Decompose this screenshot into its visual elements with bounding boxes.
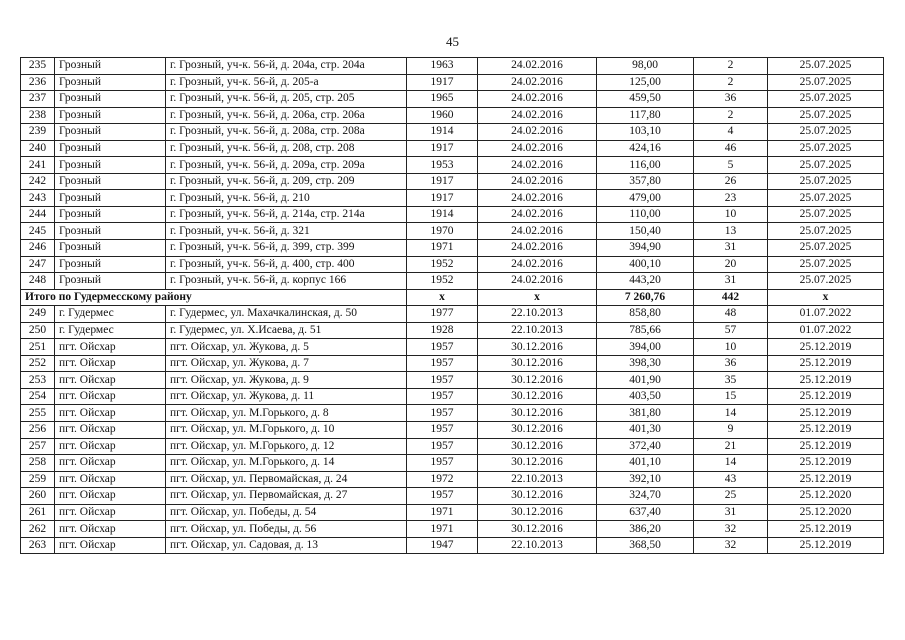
cell-residents: 31 [694,240,768,257]
cell-residents: 57 [694,322,768,339]
cell-settlement: Грозный [55,173,166,190]
cell-due-date: 25.07.2025 [768,256,884,273]
cell-address: г. Грозный, уч-к. 56-й, д. 321 [166,223,407,240]
table-row [21,388,884,405]
cell-build-year: 1957 [407,339,478,356]
cell-date: 24.02.2016 [478,206,597,223]
cell-due-date: 25.12.2019 [768,455,884,472]
cell-residents: 36 [694,355,768,372]
cell-build-year: 1960 [407,107,478,124]
cell-settlement: пгт. Ойсхар [55,438,166,455]
cell-build-year: 1972 [407,471,478,488]
cell-due-date: 25.12.2019 [768,521,884,538]
cell-row-number: 239 [21,124,55,141]
cell-due-date: 25.12.2020 [768,504,884,521]
cell-settlement: Грозный [55,240,166,257]
cell-build-year: 1917 [407,190,478,207]
cell-due-date: 25.12.2019 [768,471,884,488]
cell-build-year: 1965 [407,91,478,108]
cell-build-year: 1952 [407,273,478,290]
cell-row-number: 245 [21,223,55,240]
cell-area: 398,30 [597,355,694,372]
cell-date: 30.12.2016 [478,372,597,389]
cell-due-date: 01.07.2022 [768,306,884,323]
cell-date: 24.02.2016 [478,190,597,207]
cell-residents: 48 [694,306,768,323]
table-row [21,488,884,505]
cell-due-date: 25.07.2025 [768,157,884,174]
housing-table [20,57,884,554]
cell-build-year: 1917 [407,74,478,91]
cell-row-number: 246 [21,240,55,257]
cell-settlement: Грозный [55,124,166,141]
total-label: Итого по Гудермесскому району [21,289,407,306]
cell-residents: 43 [694,471,768,488]
cell-build-year: 1957 [407,372,478,389]
cell-row-number: 240 [21,140,55,157]
table-body-total [21,289,884,306]
cell-area: 401,10 [597,455,694,472]
cell-row-number: 255 [21,405,55,422]
cell-address: пгт. Ойсхар, ул. Первомайская, д. 24 [166,471,407,488]
table-body-top [21,58,884,290]
cell-residents: 10 [694,206,768,223]
cell-settlement: пгт. Ойсхар [55,388,166,405]
cell-due-date: 25.12.2019 [768,422,884,439]
cell-residents: 15 [694,388,768,405]
cell-date: 24.02.2016 [478,256,597,273]
cell-date: 30.12.2016 [478,339,597,356]
table-row [21,322,884,339]
cell-build-year: 1952 [407,256,478,273]
cell-settlement: Грозный [55,74,166,91]
cell-residents: 23 [694,190,768,207]
cell-due-date: 25.07.2025 [768,223,884,240]
table-row [21,273,884,290]
cell-residents: 25 [694,488,768,505]
cell-date: 24.02.2016 [478,157,597,174]
total-date: х [478,289,597,306]
cell-due-date: 01.07.2022 [768,322,884,339]
table-row [21,240,884,257]
cell-address: пгт. Ойсхар, ул. Победы, д. 54 [166,504,407,521]
cell-address: пгт. Ойсхар, ул. М.Горького, д. 14 [166,455,407,472]
table-row [21,173,884,190]
cell-row-number: 254 [21,388,55,405]
cell-date: 24.02.2016 [478,173,597,190]
cell-address: г. Грозный, уч-к. 56-й, д. 208а, стр. 208а [166,124,407,141]
cell-build-year: 1928 [407,322,478,339]
cell-row-number: 256 [21,422,55,439]
table-row [21,223,884,240]
cell-area: 392,10 [597,471,694,488]
cell-address: г. Гудермес, ул. Х.Исаева, д. 51 [166,322,407,339]
cell-row-number: 258 [21,455,55,472]
cell-row-number: 253 [21,372,55,389]
table-row [21,190,884,207]
cell-residents: 46 [694,140,768,157]
cell-due-date: 25.07.2025 [768,273,884,290]
cell-row-number: 244 [21,206,55,223]
table-row [21,91,884,108]
cell-settlement: пгт. Ойсхар [55,488,166,505]
cell-address: пгт. Ойсхар, ул. Жукова, д. 5 [166,339,407,356]
cell-date: 24.02.2016 [478,58,597,75]
cell-settlement: пгт. Ойсхар [55,471,166,488]
cell-row-number: 242 [21,173,55,190]
cell-date: 22.10.2013 [478,537,597,554]
cell-residents: 5 [694,157,768,174]
cell-address: пгт. Ойсхар, ул. Первомайская, д. 27 [166,488,407,505]
cell-build-year: 1947 [407,537,478,554]
cell-date: 30.12.2016 [478,455,597,472]
cell-build-year: 1957 [407,488,478,505]
cell-build-year: 1953 [407,157,478,174]
cell-settlement: Грозный [55,157,166,174]
cell-address: пгт. Ойсхар, ул. Садовая, д. 13 [166,537,407,554]
cell-build-year: 1957 [407,422,478,439]
cell-area: 459,50 [597,91,694,108]
total-due: х [768,289,884,306]
cell-address: пгт. Ойсхар, ул. М.Горького, д. 10 [166,422,407,439]
cell-row-number: 241 [21,157,55,174]
table-body-bottom [21,306,884,554]
cell-build-year: 1971 [407,504,478,521]
cell-address: пгт. Ойсхар, ул. Жукова, д. 7 [166,355,407,372]
cell-residents: 14 [694,455,768,472]
cell-date: 30.12.2016 [478,422,597,439]
cell-row-number: 262 [21,521,55,538]
table-row [21,504,884,521]
cell-address: г. Грозный, уч-к. 56-й, д. 214а, стр. 214а [166,206,407,223]
cell-due-date: 25.12.2019 [768,355,884,372]
cell-due-date: 25.12.2019 [768,388,884,405]
cell-settlement: Грозный [55,256,166,273]
cell-residents: 36 [694,91,768,108]
cell-row-number: 248 [21,273,55,290]
cell-settlement: Грозный [55,107,166,124]
cell-address: г. Грозный, уч-к. 56-й, д. 206а, стр. 206а [166,107,407,124]
cell-due-date: 25.12.2020 [768,488,884,505]
cell-settlement: пгт. Ойсхар [55,355,166,372]
cell-due-date: 25.07.2025 [768,91,884,108]
cell-build-year: 1970 [407,223,478,240]
total-year: х [407,289,478,306]
table-row [21,124,884,141]
table-row [21,372,884,389]
cell-row-number: 247 [21,256,55,273]
cell-row-number: 236 [21,74,55,91]
cell-date: 30.12.2016 [478,405,597,422]
cell-date: 22.10.2013 [478,322,597,339]
cell-settlement: пгт. Ойсхар [55,339,166,356]
cell-settlement: г. Гудермес [55,322,166,339]
cell-residents: 9 [694,422,768,439]
cell-date: 24.02.2016 [478,140,597,157]
cell-area: 424,16 [597,140,694,157]
table-row [21,107,884,124]
table-row [21,206,884,223]
cell-date: 30.12.2016 [478,388,597,405]
cell-due-date: 25.07.2025 [768,124,884,141]
cell-due-date: 25.07.2025 [768,190,884,207]
cell-build-year: 1957 [407,405,478,422]
cell-area: 103,10 [597,124,694,141]
cell-date: 30.12.2016 [478,488,597,505]
cell-area: 117,80 [597,107,694,124]
cell-date: 24.02.2016 [478,223,597,240]
cell-residents: 20 [694,256,768,273]
cell-build-year: 1957 [407,438,478,455]
cell-area: 116,00 [597,157,694,174]
cell-address: г. Грозный, уч-к. 56-й, д. 399, стр. 399 [166,240,407,257]
total-count: 442 [694,289,768,306]
cell-area: 401,30 [597,422,694,439]
cell-due-date: 25.07.2025 [768,173,884,190]
cell-date: 24.02.2016 [478,107,597,124]
table-row [21,256,884,273]
cell-address: г. Грозный, уч-к. 56-й, д. корпус 166 [166,273,407,290]
cell-date: 24.02.2016 [478,240,597,257]
cell-residents: 14 [694,405,768,422]
cell-residents: 35 [694,372,768,389]
table-row [21,471,884,488]
cell-residents: 2 [694,58,768,75]
cell-area: 98,00 [597,58,694,75]
cell-address: пгт. Ойсхар, ул. М.Горького, д. 8 [166,405,407,422]
cell-address: г. Грозный, уч-к. 56-й, д. 400, стр. 400 [166,256,407,273]
cell-settlement: г. Гудермес [55,306,166,323]
cell-settlement: пгт. Ойсхар [55,455,166,472]
cell-area: 403,50 [597,388,694,405]
cell-date: 22.10.2013 [478,471,597,488]
cell-due-date: 25.07.2025 [768,240,884,257]
cell-area: 381,80 [597,405,694,422]
cell-address: пгт. Ойсхар, ул. Жукова, д. 11 [166,388,407,405]
cell-build-year: 1914 [407,124,478,141]
cell-row-number: 243 [21,190,55,207]
cell-build-year: 1957 [407,455,478,472]
cell-build-year: 1971 [407,521,478,538]
cell-row-number: 250 [21,322,55,339]
cell-address: г. Грозный, уч-к. 56-й, д. 209, стр. 209 [166,173,407,190]
cell-settlement: пгт. Ойсхар [55,372,166,389]
total-area: 7 260,76 [597,289,694,306]
cell-date: 24.02.2016 [478,74,597,91]
table-row [21,140,884,157]
cell-settlement: пгт. Ойсхар [55,504,166,521]
cell-residents: 2 [694,74,768,91]
cell-due-date: 25.07.2025 [768,58,884,75]
total-row [21,289,884,306]
cell-residents: 4 [694,124,768,141]
cell-row-number: 259 [21,471,55,488]
cell-area: 125,00 [597,74,694,91]
cell-settlement: пгт. Ойсхар [55,521,166,538]
cell-settlement: пгт. Ойсхар [55,405,166,422]
cell-settlement: Грозный [55,206,166,223]
cell-due-date: 25.12.2019 [768,438,884,455]
cell-area: 324,70 [597,488,694,505]
table-row [21,438,884,455]
cell-settlement: Грозный [55,190,166,207]
cell-address: г. Грозный, уч-к. 56-й, д. 205, стр. 205 [166,91,407,108]
cell-area: 858,80 [597,306,694,323]
cell-build-year: 1914 [407,206,478,223]
cell-residents: 2 [694,107,768,124]
cell-address: г. Грозный, уч-к. 56-й, д. 210 [166,190,407,207]
cell-row-number: 238 [21,107,55,124]
cell-settlement: Грозный [55,273,166,290]
cell-due-date: 25.12.2019 [768,537,884,554]
cell-date: 30.12.2016 [478,355,597,372]
cell-area: 785,66 [597,322,694,339]
cell-residents: 26 [694,173,768,190]
table-row [21,339,884,356]
cell-area: 637,40 [597,504,694,521]
table-row [21,537,884,554]
cell-due-date: 25.12.2019 [768,339,884,356]
table-row [21,405,884,422]
cell-due-date: 25.07.2025 [768,74,884,91]
cell-area: 400,10 [597,256,694,273]
cell-area: 368,50 [597,537,694,554]
cell-date: 22.10.2013 [478,306,597,323]
cell-area: 386,20 [597,521,694,538]
cell-build-year: 1963 [407,58,478,75]
cell-settlement: Грозный [55,91,166,108]
cell-address: пгт. Ойсхар, ул. М.Горького, д. 12 [166,438,407,455]
cell-address: г. Грозный, уч-к. 56-й, д. 204а, стр. 204а [166,58,407,75]
page-number: 45 [446,34,459,49]
cell-row-number: 237 [21,91,55,108]
cell-area: 479,00 [597,190,694,207]
cell-build-year: 1957 [407,355,478,372]
table-row [21,306,884,323]
cell-due-date: 25.12.2019 [768,372,884,389]
cell-date: 30.12.2016 [478,521,597,538]
cell-row-number: 261 [21,504,55,521]
cell-address: пгт. Ойсхар, ул. Победы, д. 56 [166,521,407,538]
cell-address: г. Грозный, уч-к. 56-й, д. 208, стр. 208 [166,140,407,157]
cell-area: 401,90 [597,372,694,389]
cell-address: г. Гудермес, ул. Махачкалинская, д. 50 [166,306,407,323]
cell-build-year: 1977 [407,306,478,323]
cell-area: 357,80 [597,173,694,190]
cell-date: 24.02.2016 [478,91,597,108]
cell-date: 30.12.2016 [478,438,597,455]
cell-settlement: Грозный [55,58,166,75]
cell-build-year: 1917 [407,140,478,157]
cell-area: 394,90 [597,240,694,257]
table-row [21,521,884,538]
cell-address: г. Грозный, уч-к. 56-й, д. 209а, стр. 209а [166,157,407,174]
cell-residents: 10 [694,339,768,356]
cell-date: 24.02.2016 [478,273,597,290]
cell-area: 443,20 [597,273,694,290]
cell-due-date: 25.07.2025 [768,206,884,223]
cell-residents: 21 [694,438,768,455]
cell-due-date: 25.07.2025 [768,140,884,157]
cell-row-number: 260 [21,488,55,505]
cell-row-number: 252 [21,355,55,372]
cell-residents: 13 [694,223,768,240]
table-row [21,355,884,372]
cell-row-number: 257 [21,438,55,455]
cell-address: пгт. Ойсхар, ул. Жукова, д. 9 [166,372,407,389]
table-row [21,455,884,472]
cell-residents: 32 [694,537,768,554]
cell-due-date: 25.07.2025 [768,107,884,124]
cell-row-number: 235 [21,58,55,75]
cell-area: 110,00 [597,206,694,223]
cell-residents: 31 [694,504,768,521]
cell-settlement: Грозный [55,223,166,240]
cell-residents: 31 [694,273,768,290]
cell-residents: 32 [694,521,768,538]
cell-area: 372,40 [597,438,694,455]
table-row [21,422,884,439]
cell-build-year: 1971 [407,240,478,257]
cell-area: 394,00 [597,339,694,356]
cell-area: 150,40 [597,223,694,240]
table-row [21,58,884,75]
cell-row-number: 251 [21,339,55,356]
cell-build-year: 1917 [407,173,478,190]
cell-settlement: пгт. Ойсхар [55,537,166,554]
table-row [21,157,884,174]
cell-build-year: 1957 [407,388,478,405]
cell-row-number: 249 [21,306,55,323]
cell-settlement: Грозный [55,140,166,157]
cell-address: г. Грозный, уч-к. 56-й, д. 205-а [166,74,407,91]
cell-settlement: пгт. Ойсхар [55,422,166,439]
cell-date: 30.12.2016 [478,504,597,521]
cell-due-date: 25.12.2019 [768,405,884,422]
cell-date: 24.02.2016 [478,124,597,141]
cell-row-number: 263 [21,537,55,554]
table-row [21,74,884,91]
